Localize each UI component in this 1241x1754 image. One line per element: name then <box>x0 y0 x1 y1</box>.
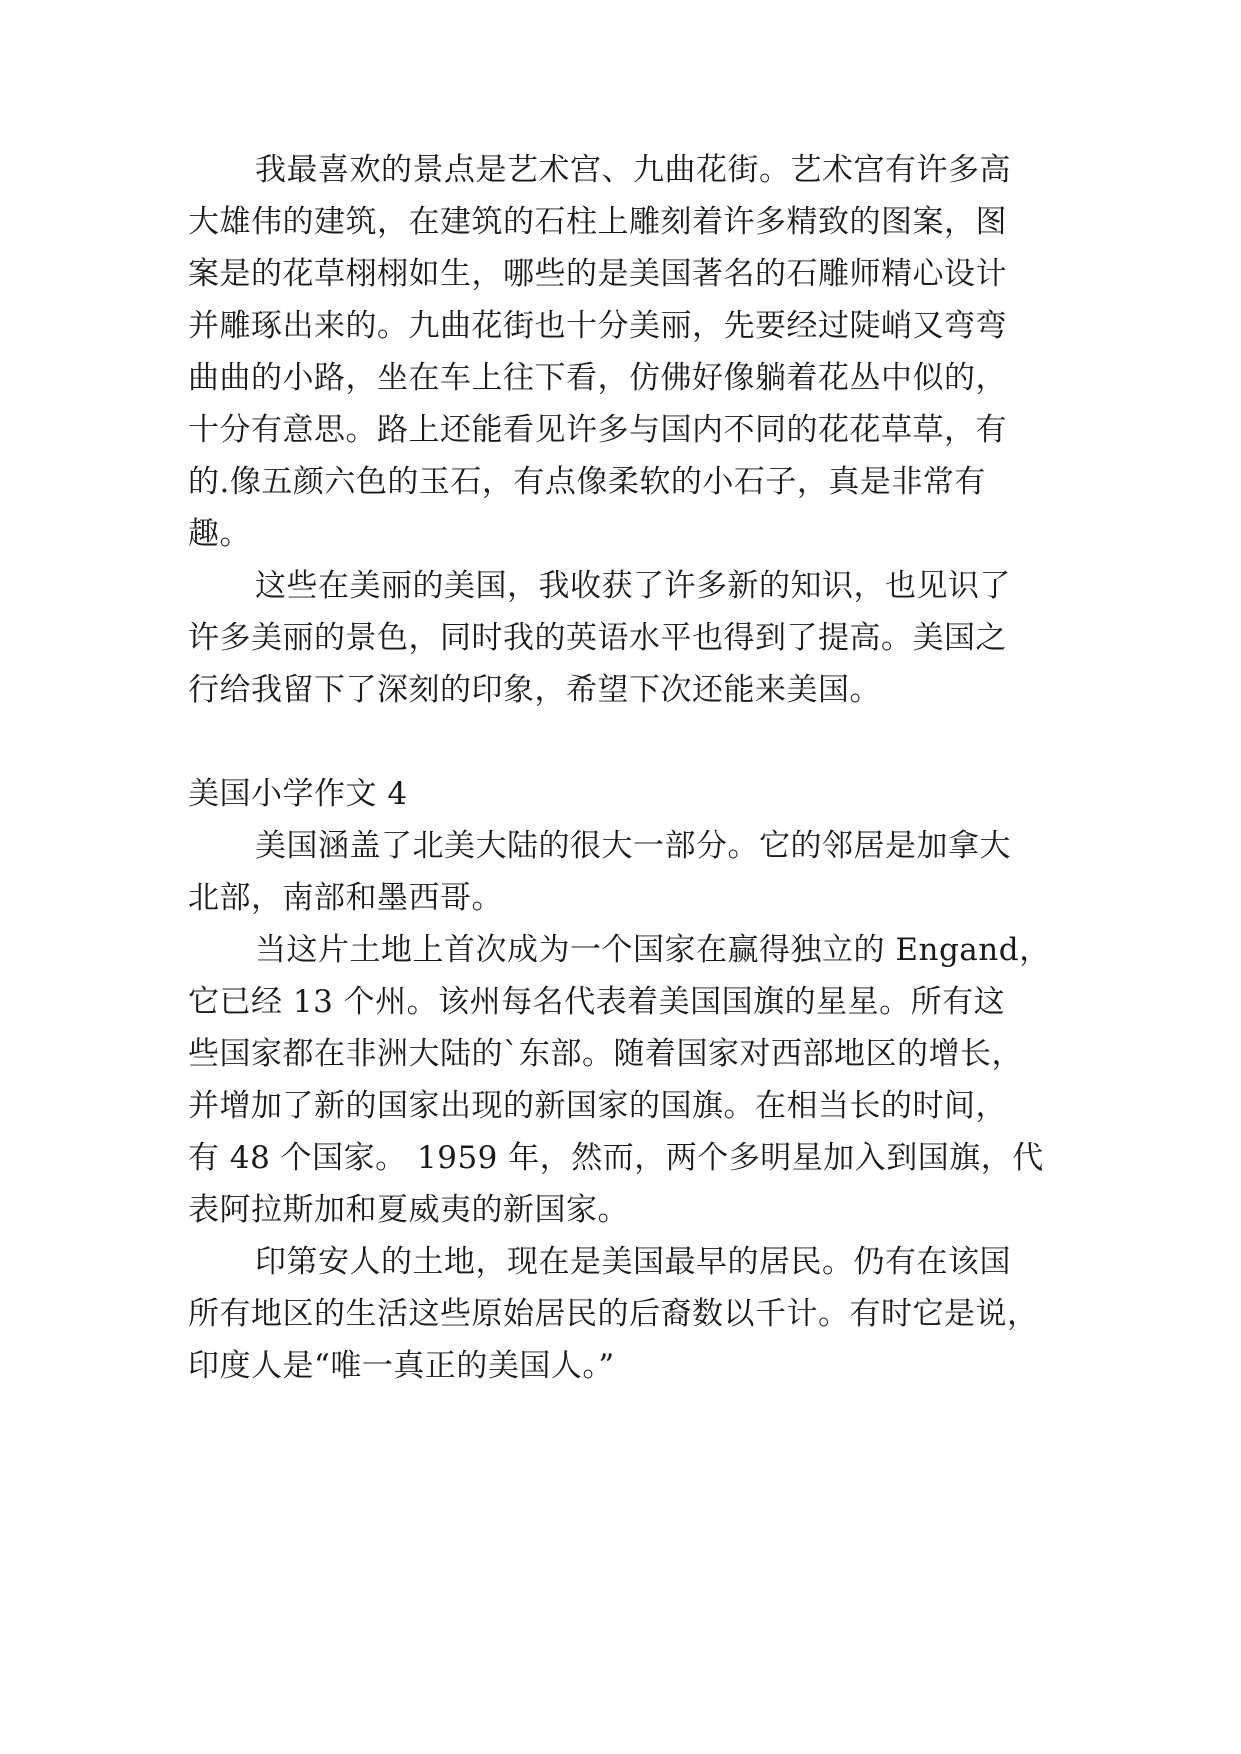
text-line: 趣。 <box>188 516 251 552</box>
text-line: 许多美丽的景色，同时我的英语水平也得到了提高。美国之 <box>188 620 1007 656</box>
text-line: 当这片土地上首次成为一个国家在赢得独立的 Engand， <box>255 932 1051 968</box>
text-line: 曲曲的小路，坐在车上往下看，仿佛好像躺着花丛中似的， <box>188 360 1007 396</box>
text-line: 并增加了新的国家出现的新国家的国旗。在相当长的时间， <box>188 1088 1007 1124</box>
text-line: 印第安人的土地，现在是美国最早的居民。仍有在该国 <box>255 1244 1011 1280</box>
text-line: 大雄伟的建筑，在建筑的石柱上雕刻着许多精致的图案，图 <box>188 204 1007 240</box>
text-line: 表阿拉斯加和夏威夷的新国家。 <box>188 1192 629 1228</box>
text-line: 有 48 个国家。 1959 年，然而，两个多明星加入到国旗，代 <box>188 1140 1044 1176</box>
text-line: 些国家都在非洲大陆的`东部。随着国家对西部地区的增长， <box>188 1036 1023 1072</box>
text-line: 美国涵盖了北美大陆的很大一部分。它的邻居是加拿大 <box>255 828 1011 864</box>
text-line: 所有地区的生活这些原始居民的后裔数以千计。有时它是说， <box>188 1296 1039 1332</box>
text-line: 案是的花草栩栩如生，哪些的是美国著名的石雕师精心设计 <box>188 256 1007 292</box>
text-line: 的.像五颜六色的玉石，有点像柔软的小石子，真是非常有 <box>188 464 986 500</box>
text-line: 这些在美丽的美国，我收获了许多新的知识，也见识了 <box>255 568 1011 604</box>
text-line: 十分有意思。路上还能看见许多与国内不同的花花草草，有 <box>188 412 1007 448</box>
text-line: 行给我留下了深刻的印象，希望下次还能来美国。 <box>188 672 881 708</box>
text-line: 我最喜欢的景点是艺术宫、九曲花街。艺术宫有许多高 <box>255 152 1011 188</box>
text-line: 它已经 13 个州。该州每名代表着美国国旗的星星。所有这 <box>188 984 1006 1020</box>
text-line: 印度人是“唯一真正的美国人。” <box>188 1348 615 1384</box>
section-heading: 美国小学作文 4 <box>188 776 408 812</box>
text-line: 并雕琢出来的。九曲花街也十分美丽，先要经过陡峭又弯弯 <box>188 308 1007 344</box>
text-line: 北部，南部和墨西哥。 <box>188 880 503 916</box>
